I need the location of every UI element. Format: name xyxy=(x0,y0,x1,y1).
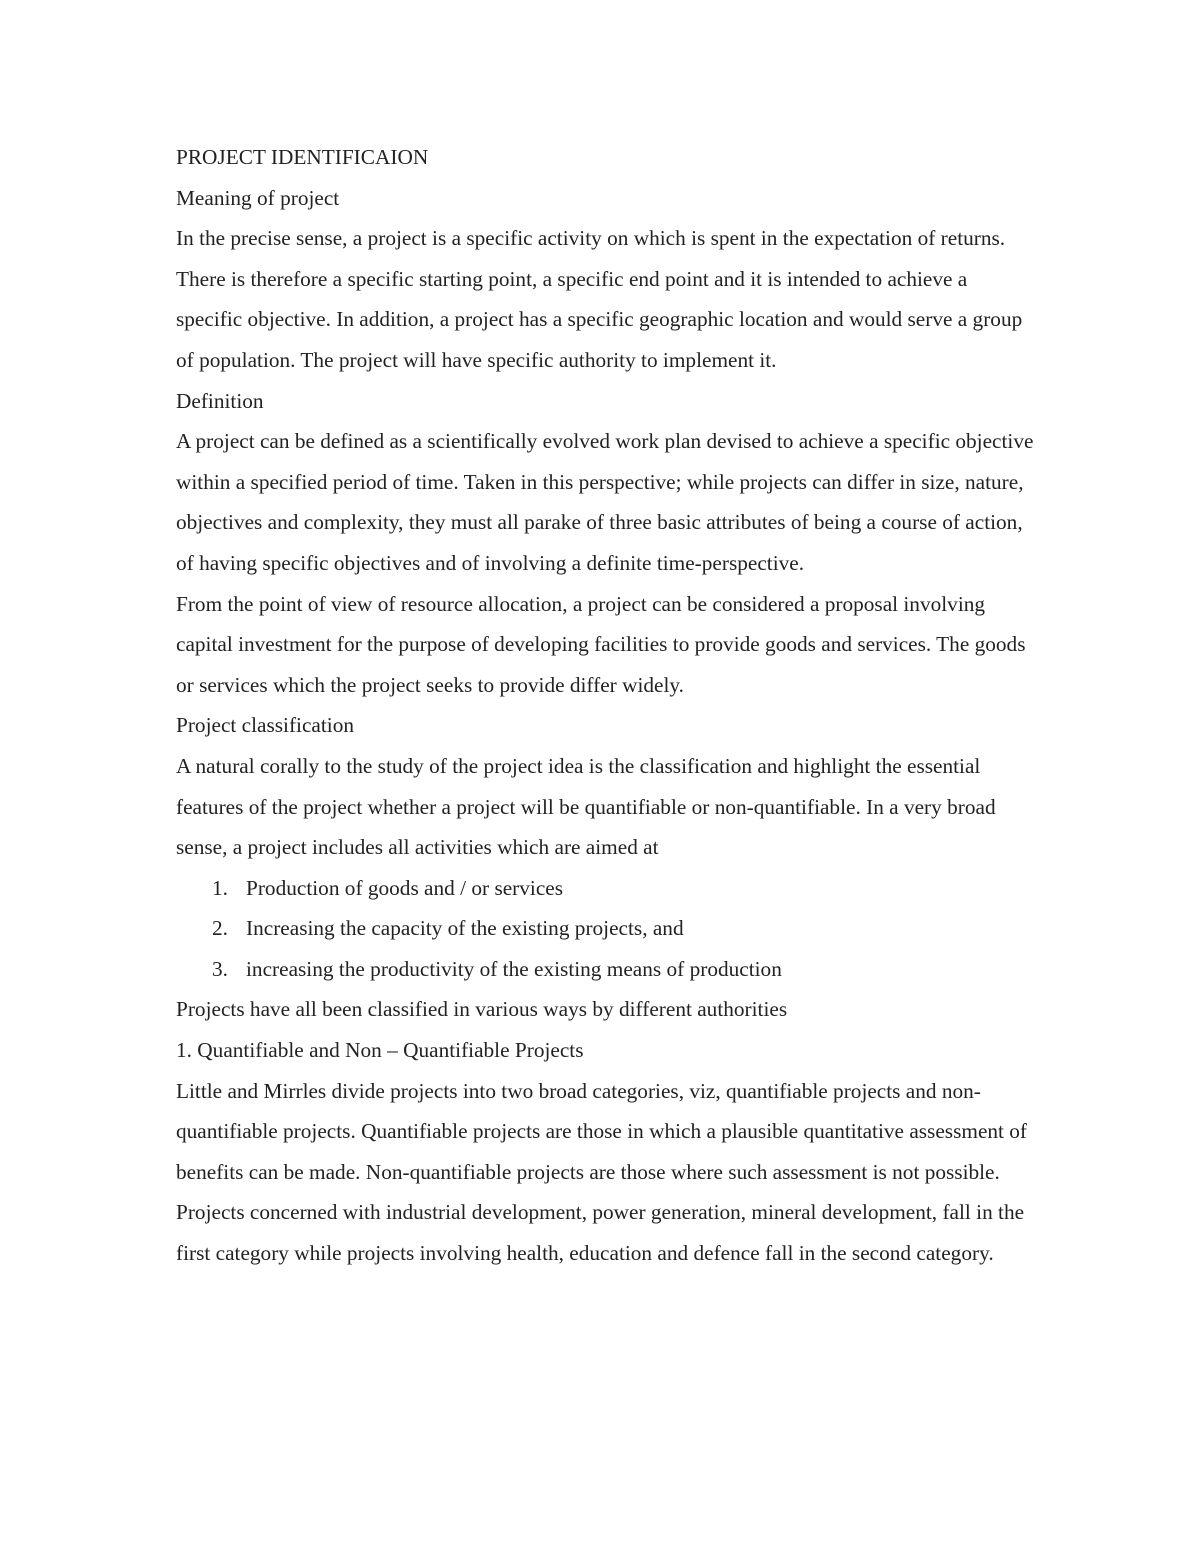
classification-paragraph: A natural corally to the study of the project idea is the classification and highlight the essential features of the project whether a project will be quantifiable or non-quantifiable. In a very broad sense, a project includes all activities which are aimed at xyxy=(176,753,996,860)
activities-list xyxy=(176,868,1036,990)
definition-heading: Definition xyxy=(176,388,264,413)
list-item-number: 3. xyxy=(212,956,228,981)
resource-allocation-paragraph: From the point of view of resource allocation, a project can be considered a proposal involving capital investment for the purpose of developing facilities to provide goods and services. The goods or services which the project seeks to provide differ widely. xyxy=(176,591,1026,697)
list-item xyxy=(176,949,1036,990)
list-item-text: increasing the productivity of the existing means of production xyxy=(246,956,782,981)
classified-paragraph: Projects have all been classified in various ways by different authorities xyxy=(176,997,788,1022)
list-item-number: 1. xyxy=(212,875,228,900)
document-title: PROJECT IDENTIFICAION xyxy=(176,145,429,169)
list-item xyxy=(176,908,1036,949)
meaning-paragraph: In the precise sense, a project is a specific activity on which is spent in the expectation of returns. There is therefore a specific starting point, a specific end point and it is intended to achieve a specific objective. In addition, a project has a specific geographic location and would serve a group of population. The project will have specific authority to implement it. xyxy=(176,226,1023,372)
list-item-number: 2. xyxy=(212,916,228,941)
definition-paragraph: A project can be defined as a scientifically evolved work plan devised to achieve a specific objective within a specified period of time. Taken in this perspective; while projects can differ in size, nature, objectives and complexity, they must all parake of three basic attributes of being a course of action, of having specific objectives and of involving a definite time-perspective. xyxy=(176,429,1034,575)
list-item-text: Production of goods and / or services xyxy=(246,875,564,900)
quantifiable-paragraph: Little and Mirrles divide projects into two broad categories, viz, quantifiable projects and non-quantifiable projects. Quantifiable projects are those in which a plausible quantitative assessment of benefits can be made. Non-quantifiable projects are those where such assessment is not possible. Projects concerned with industrial development, power generation, mineral development, fall in the first category while projects involving health, education and defence fall in the second category. xyxy=(176,1078,1028,1266)
document-body xyxy=(176,137,1036,1274)
list-item xyxy=(176,868,1036,909)
quantifiable-heading: 1. Quantifiable and Non – Quantifiable Projects xyxy=(176,1038,584,1063)
classification-heading: Project classification xyxy=(176,713,355,738)
list-item-text: Increasing the capacity of the existing projects, and xyxy=(246,916,684,941)
meaning-heading: Meaning of project xyxy=(176,185,340,210)
